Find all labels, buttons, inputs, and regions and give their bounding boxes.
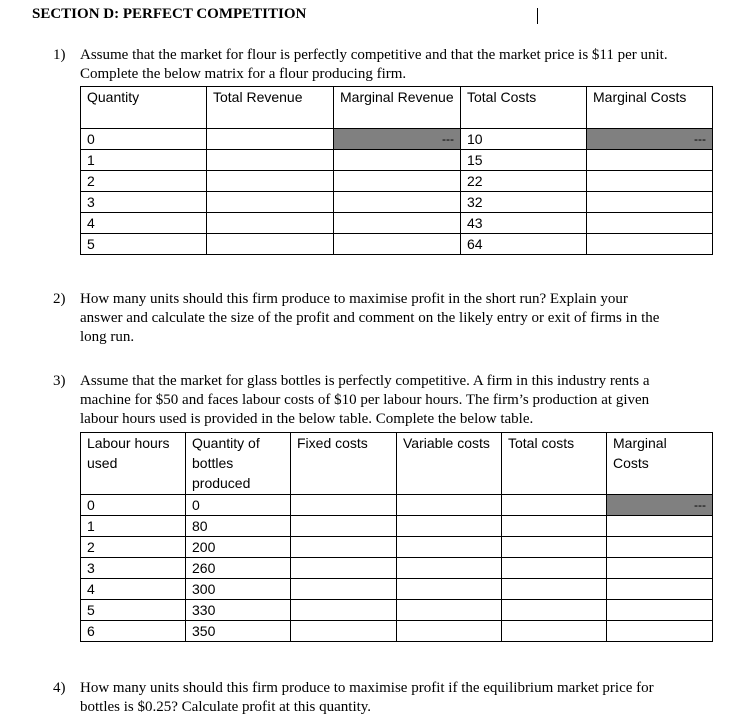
glass-bottles-table bbox=[80, 432, 713, 642]
marginal-costs-cell[interactable] bbox=[607, 558, 713, 579]
quantity-cell: 2 bbox=[81, 171, 207, 192]
question-number: 3) bbox=[53, 373, 66, 389]
question-text-line: How many units should this firm produce to maximise profit if the equilibrium market price for bbox=[80, 680, 654, 696]
question-text-line: How many units should this firm produce to maximise profit in the short run? Explain your bbox=[80, 291, 628, 307]
question-text-line: Complete the below matrix for a flour producing firm. bbox=[80, 66, 407, 82]
column-header: Marginal Costs bbox=[587, 87, 713, 129]
total-costs-cell[interactable] bbox=[502, 600, 607, 621]
labour-hours-cell: 2 bbox=[81, 537, 186, 558]
total-costs-cell[interactable] bbox=[502, 495, 607, 516]
marginal-costs-cell[interactable] bbox=[607, 516, 713, 537]
column-header: Total Costs bbox=[461, 87, 587, 129]
quantity-cell: 0 bbox=[186, 495, 291, 516]
table-row bbox=[81, 192, 713, 213]
total-costs-cell[interactable] bbox=[502, 516, 607, 537]
marginal-revenue-cell[interactable] bbox=[334, 150, 461, 171]
fixed-costs-cell[interactable] bbox=[291, 495, 397, 516]
marginal-costs-cell[interactable] bbox=[587, 192, 713, 213]
column-header: Total Revenue bbox=[207, 87, 334, 129]
question-text-line: Assume that the market for glass bottles is perfectly competitive. A firm in this industry rents a bbox=[80, 373, 650, 389]
quantity-cell: 4 bbox=[81, 213, 207, 234]
column-header: Marginal Revenue bbox=[334, 87, 461, 129]
fixed-costs-cell[interactable] bbox=[291, 579, 397, 600]
fixed-costs-cell[interactable] bbox=[291, 600, 397, 621]
table-row bbox=[81, 600, 713, 621]
quantity-cell: 1 bbox=[81, 150, 207, 171]
total-costs-cell[interactable] bbox=[502, 558, 607, 579]
variable-costs-cell[interactable] bbox=[397, 495, 502, 516]
total-costs-cell[interactable] bbox=[502, 579, 607, 600]
section-heading: SECTION D: PERFECT COMPETITION bbox=[32, 6, 307, 22]
fixed-costs-cell[interactable] bbox=[291, 621, 397, 642]
marginal-revenue-cell-shaded: --- bbox=[334, 129, 461, 150]
total-revenue-cell[interactable] bbox=[207, 129, 334, 150]
marginal-revenue-cell[interactable] bbox=[334, 234, 461, 255]
variable-costs-cell[interactable] bbox=[397, 516, 502, 537]
quantity-cell: 330 bbox=[186, 600, 291, 621]
table-row bbox=[81, 150, 713, 171]
question-text-line: bottles is $0.25? Calculate profit at this quantity. bbox=[80, 699, 372, 715]
table-row bbox=[81, 171, 713, 192]
table-row bbox=[81, 495, 713, 516]
marginal-revenue-cell[interactable] bbox=[334, 213, 461, 234]
quantity-cell: 260 bbox=[186, 558, 291, 579]
marginal-revenue-cell[interactable] bbox=[334, 171, 461, 192]
total-revenue-cell[interactable] bbox=[207, 213, 334, 234]
labour-hours-cell: 5 bbox=[81, 600, 186, 621]
labour-hours-cell: 3 bbox=[81, 558, 186, 579]
table-header-row bbox=[81, 87, 713, 129]
labour-hours-cell: 0 bbox=[81, 495, 186, 516]
marginal-costs-cell[interactable] bbox=[587, 234, 713, 255]
quantity-cell: 0 bbox=[81, 129, 207, 150]
table-row bbox=[81, 558, 713, 579]
total-costs-cell: 15 bbox=[461, 150, 587, 171]
total-revenue-cell[interactable] bbox=[207, 150, 334, 171]
marginal-costs-cell[interactable] bbox=[587, 171, 713, 192]
variable-costs-cell[interactable] bbox=[397, 558, 502, 579]
quantity-cell: 3 bbox=[81, 192, 207, 213]
fixed-costs-cell[interactable] bbox=[291, 558, 397, 579]
question-text-line: answer and calculate the size of the profit and comment on the likely entry or exit of firms in the bbox=[80, 310, 660, 326]
column-header: Total costs bbox=[502, 433, 607, 495]
question-number: 2) bbox=[53, 291, 66, 307]
question-number: 4) bbox=[53, 680, 66, 696]
marginal-costs-cell[interactable] bbox=[607, 600, 713, 621]
table-row bbox=[81, 213, 713, 234]
total-revenue-cell[interactable] bbox=[207, 171, 334, 192]
table-row bbox=[81, 234, 713, 255]
question-text-line: Assume that the market for flour is perfectly competitive and that the market price is $11 per unit. bbox=[80, 47, 668, 63]
total-costs-cell: 64 bbox=[461, 234, 587, 255]
quantity-cell: 80 bbox=[186, 516, 291, 537]
total-costs-cell: 22 bbox=[461, 171, 587, 192]
column-header: Labour hours used bbox=[81, 433, 186, 495]
table-row bbox=[81, 621, 713, 642]
quantity-cell: 5 bbox=[81, 234, 207, 255]
labour-hours-cell: 6 bbox=[81, 621, 186, 642]
table-row bbox=[81, 129, 713, 150]
marginal-costs-cell[interactable] bbox=[587, 150, 713, 171]
total-revenue-cell[interactable] bbox=[207, 234, 334, 255]
flour-matrix-table bbox=[80, 86, 713, 255]
column-header: Marginal Costs bbox=[607, 433, 713, 495]
column-header: Quantity bbox=[81, 87, 207, 129]
total-costs-cell[interactable] bbox=[502, 621, 607, 642]
quantity-cell: 200 bbox=[186, 537, 291, 558]
total-costs-cell[interactable] bbox=[502, 537, 607, 558]
labour-hours-cell: 1 bbox=[81, 516, 186, 537]
total-costs-cell: 10 bbox=[461, 129, 587, 150]
total-revenue-cell[interactable] bbox=[207, 192, 334, 213]
quantity-cell: 350 bbox=[186, 621, 291, 642]
marginal-costs-cell[interactable] bbox=[607, 579, 713, 600]
total-costs-cell: 32 bbox=[461, 192, 587, 213]
table-row bbox=[81, 516, 713, 537]
variable-costs-cell[interactable] bbox=[397, 579, 502, 600]
question-text-line: long run. bbox=[80, 329, 135, 345]
fixed-costs-cell[interactable] bbox=[291, 537, 397, 558]
table-header-row bbox=[81, 433, 713, 495]
text-cursor bbox=[537, 8, 538, 24]
table-row bbox=[81, 579, 713, 600]
column-header: Variable costs bbox=[397, 433, 502, 495]
variable-costs-cell[interactable] bbox=[397, 600, 502, 621]
total-costs-cell: 43 bbox=[461, 213, 587, 234]
question-text-line: machine for $50 and faces labour costs of $10 per labour hours. The firm’s production at given bbox=[80, 392, 650, 408]
marginal-costs-cell[interactable] bbox=[607, 621, 713, 642]
question-text-line: labour hours used is provided in the below table. Complete the below table. bbox=[80, 411, 534, 427]
column-header: Fixed costs bbox=[291, 433, 397, 495]
marginal-costs-cell-shaded: --- bbox=[587, 129, 713, 150]
marginal-revenue-cell[interactable] bbox=[334, 192, 461, 213]
column-header: Quantity of bottles produced bbox=[186, 433, 291, 495]
marginal-costs-cell[interactable] bbox=[607, 537, 713, 558]
labour-hours-cell: 4 bbox=[81, 579, 186, 600]
quantity-cell: 300 bbox=[186, 579, 291, 600]
variable-costs-cell[interactable] bbox=[397, 621, 502, 642]
variable-costs-cell[interactable] bbox=[397, 537, 502, 558]
question-number: 1) bbox=[53, 47, 66, 63]
table-row bbox=[81, 537, 713, 558]
marginal-costs-cell-shaded: --- bbox=[607, 495, 713, 516]
marginal-costs-cell[interactable] bbox=[587, 213, 713, 234]
fixed-costs-cell[interactable] bbox=[291, 516, 397, 537]
